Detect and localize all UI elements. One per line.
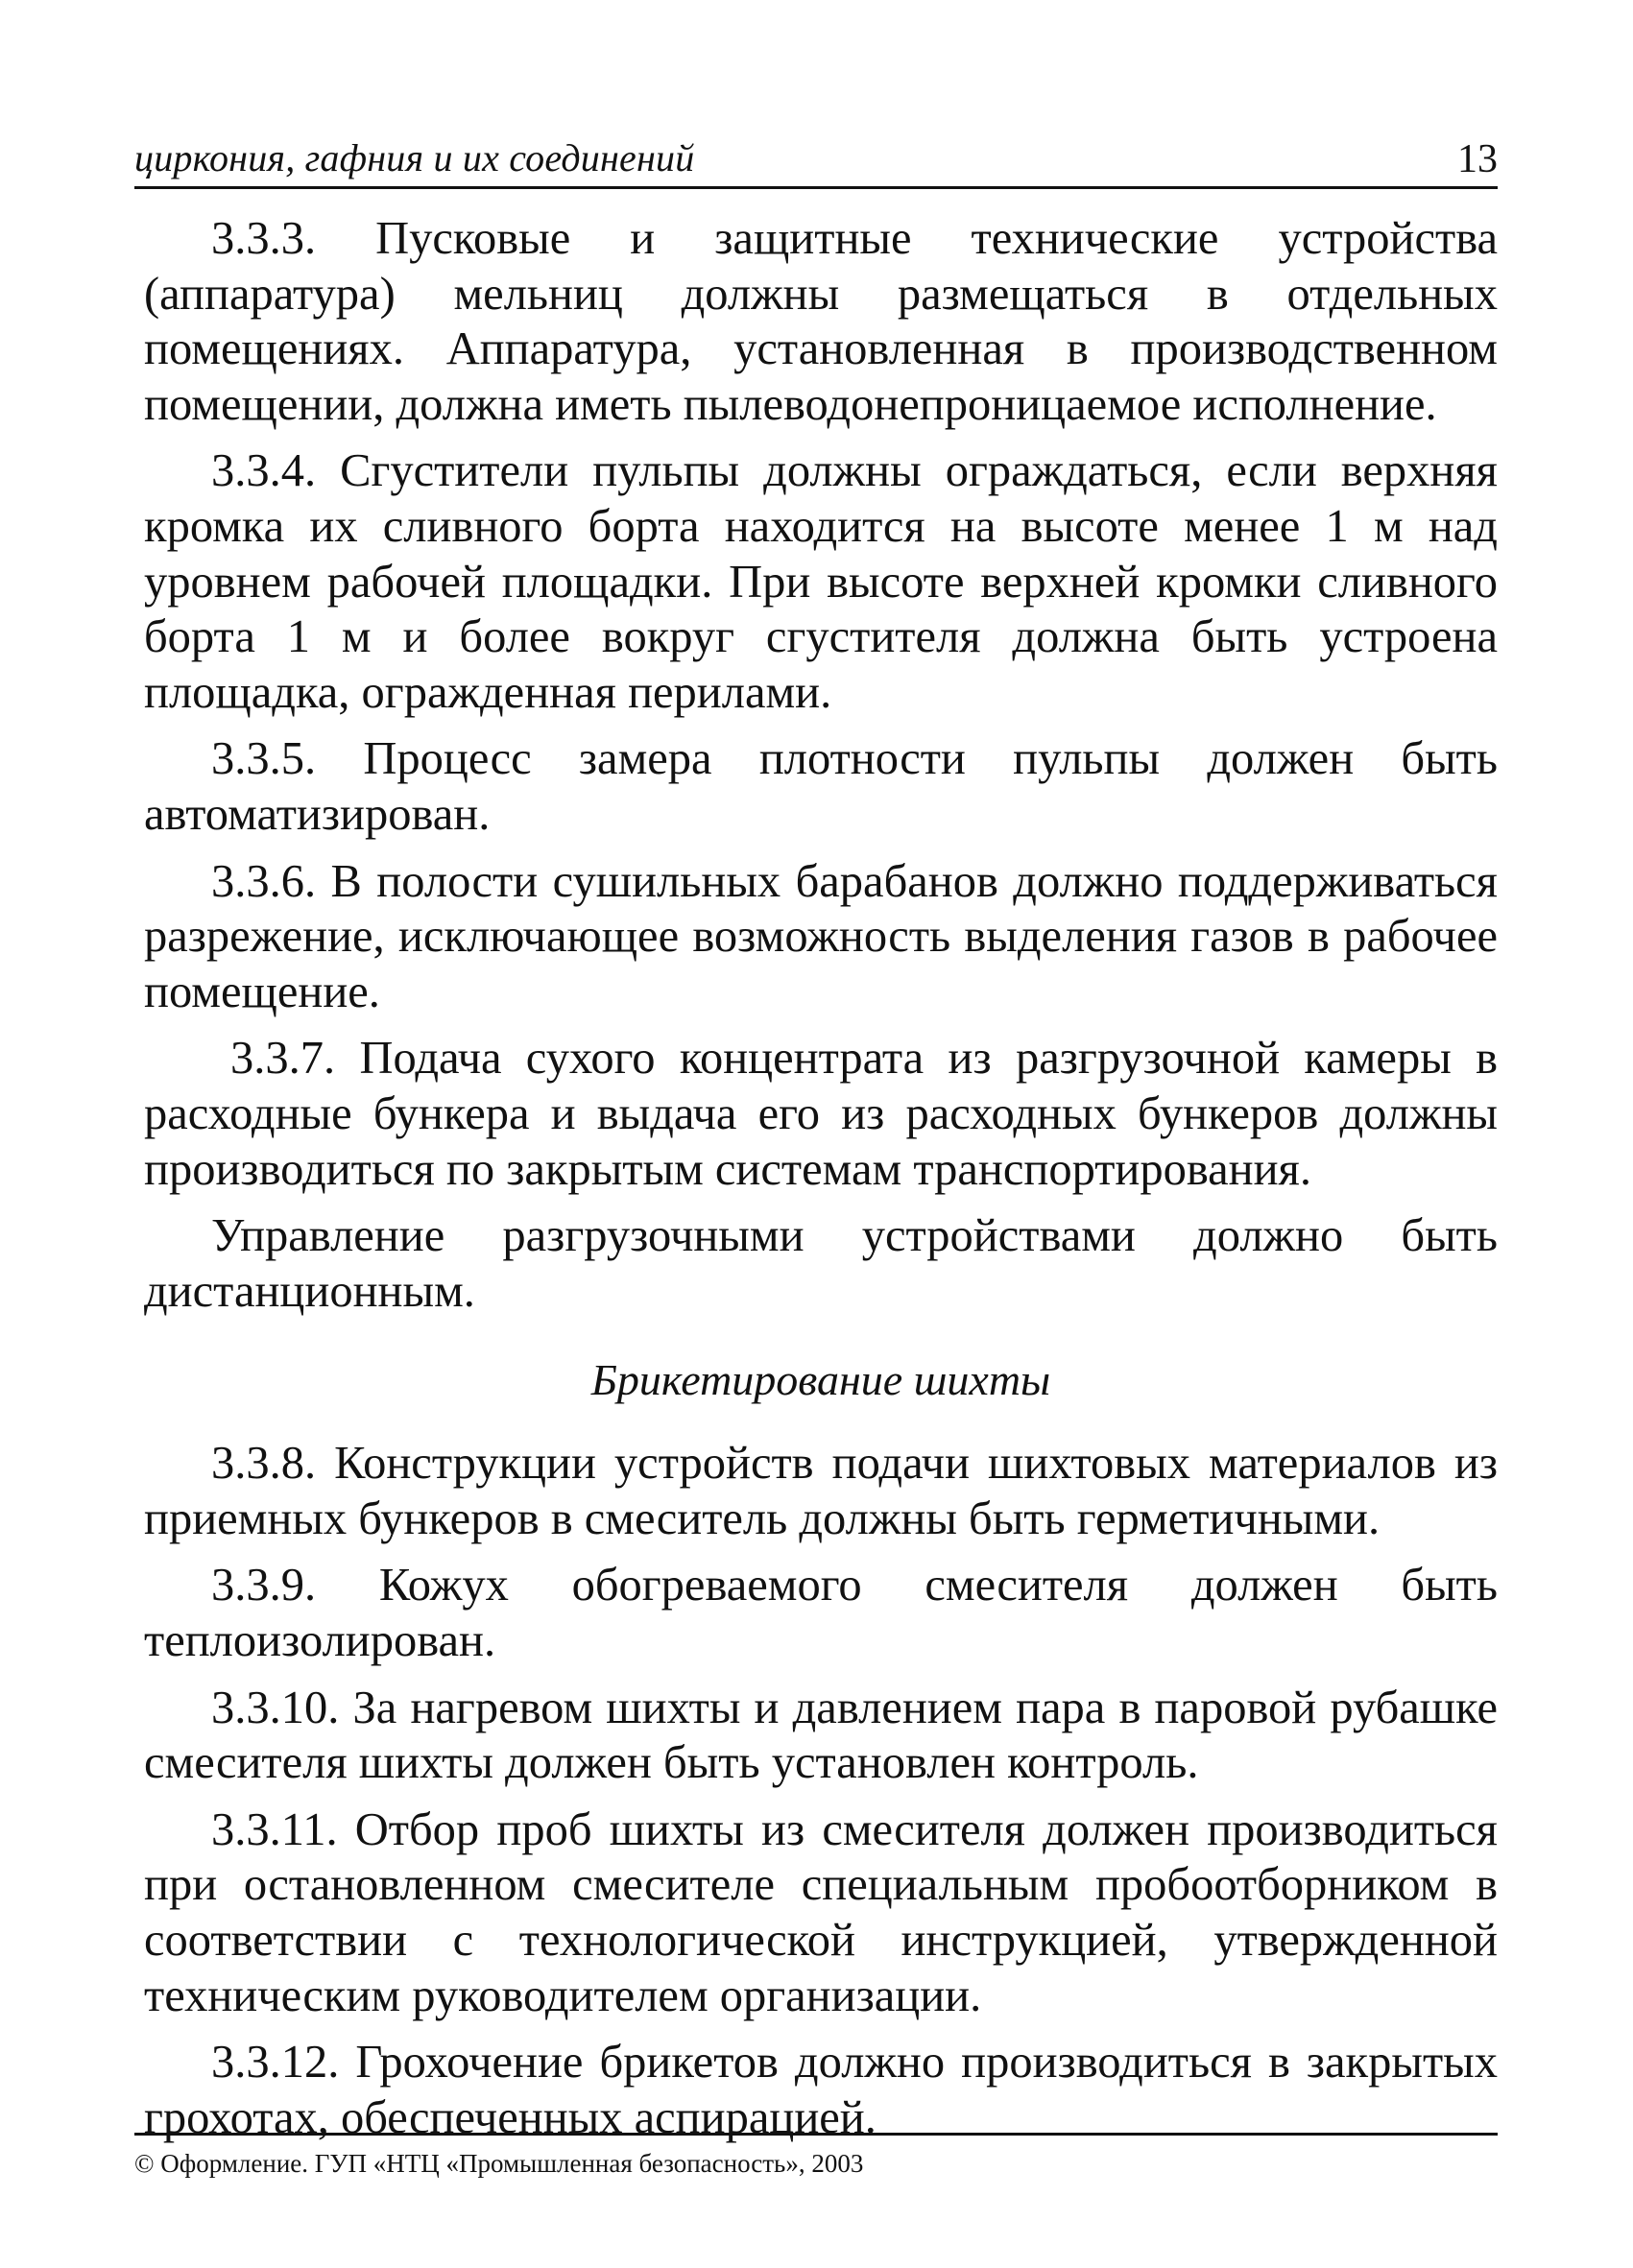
page-body: [144, 211, 1498, 2157]
paragraph-remote-control: Управление разгрузочными устройствами должно быть дистанционным.: [144, 1210, 1498, 1317]
page-footer: [134, 2133, 1498, 2180]
paragraph-3-3-7: 3.3.7. Подача сухого концентрата из разгрузочной камеры в расходные бункера и выдача его из расходных бункеров должны производиться по закрытым системам транспортирования.: [144, 1033, 1498, 1195]
copyright-notice: © Оформление. ГУП «НТЦ «Промышленная безопасность», 2003: [134, 2149, 864, 2178]
page-number: 13: [1457, 137, 1498, 181]
paragraph-3-3-10: 3.3.10. За нагревом шихты и давлением пара в паровой рубашке смесителя шихты должен быть установлен контроль.: [144, 1682, 1498, 1789]
paragraph-3-3-4: 3.3.4. Сгустители пульпы должны ограждаться, если верхняя кромка их сливного борта находится на высоте менее 1 м над уровнем рабочей площадки. При высоте верхней кромки сливного борта 1 м и более вокруг сгустителя должна быть устроена площадка, огражденная перилами.: [144, 445, 1498, 718]
paragraph-3-3-5: 3.3.5. Процесс замера плотности пульпы должен быть автоматизирован.: [144, 733, 1498, 840]
paragraph-3-3-9: 3.3.9. Кожух обогреваемого смесителя должен быть теплоизолирован.: [144, 1560, 1498, 1667]
paragraph-3-3-11: 3.3.11. Отбор проб шихты из смесителя должен производиться при остановленном смесителе специальным пробоотборником в соответствии с технологической инструкцией, утвержденной техническим руководителем организации.: [144, 1803, 1498, 2021]
paragraph-3-3-3: 3.3.3. Пусковые и защитные технические устройства (аппаратура) мельниц должны размещаться в отдельных помещениях. Аппаратура, установленная в производственном помещении, должна иметь пылеводонепроницаемое исполнение.: [144, 213, 1498, 430]
paragraph-3-3-12: 3.3.12. Грохочение брикетов должно производиться в закрытых грохотах, обеспеченных аспирацией.: [144, 2037, 1498, 2143]
paragraph-3-3-6: 3.3.6. В полости сушильных барабанов должно поддерживаться разрежение, исключающее возможность выделения газов в рабочее помещение.: [144, 855, 1498, 1017]
running-title: циркония, гафния и их соединений: [134, 136, 695, 179]
paragraph-3-3-8: 3.3.8. Конструкции устройств подачи шихтовых материалов из приемных бункеров в смеситель должны быть герметичными.: [144, 1438, 1498, 1544]
section-subheading: Брикетирование шихты: [590, 1355, 1051, 1405]
page-header: [134, 132, 1498, 189]
